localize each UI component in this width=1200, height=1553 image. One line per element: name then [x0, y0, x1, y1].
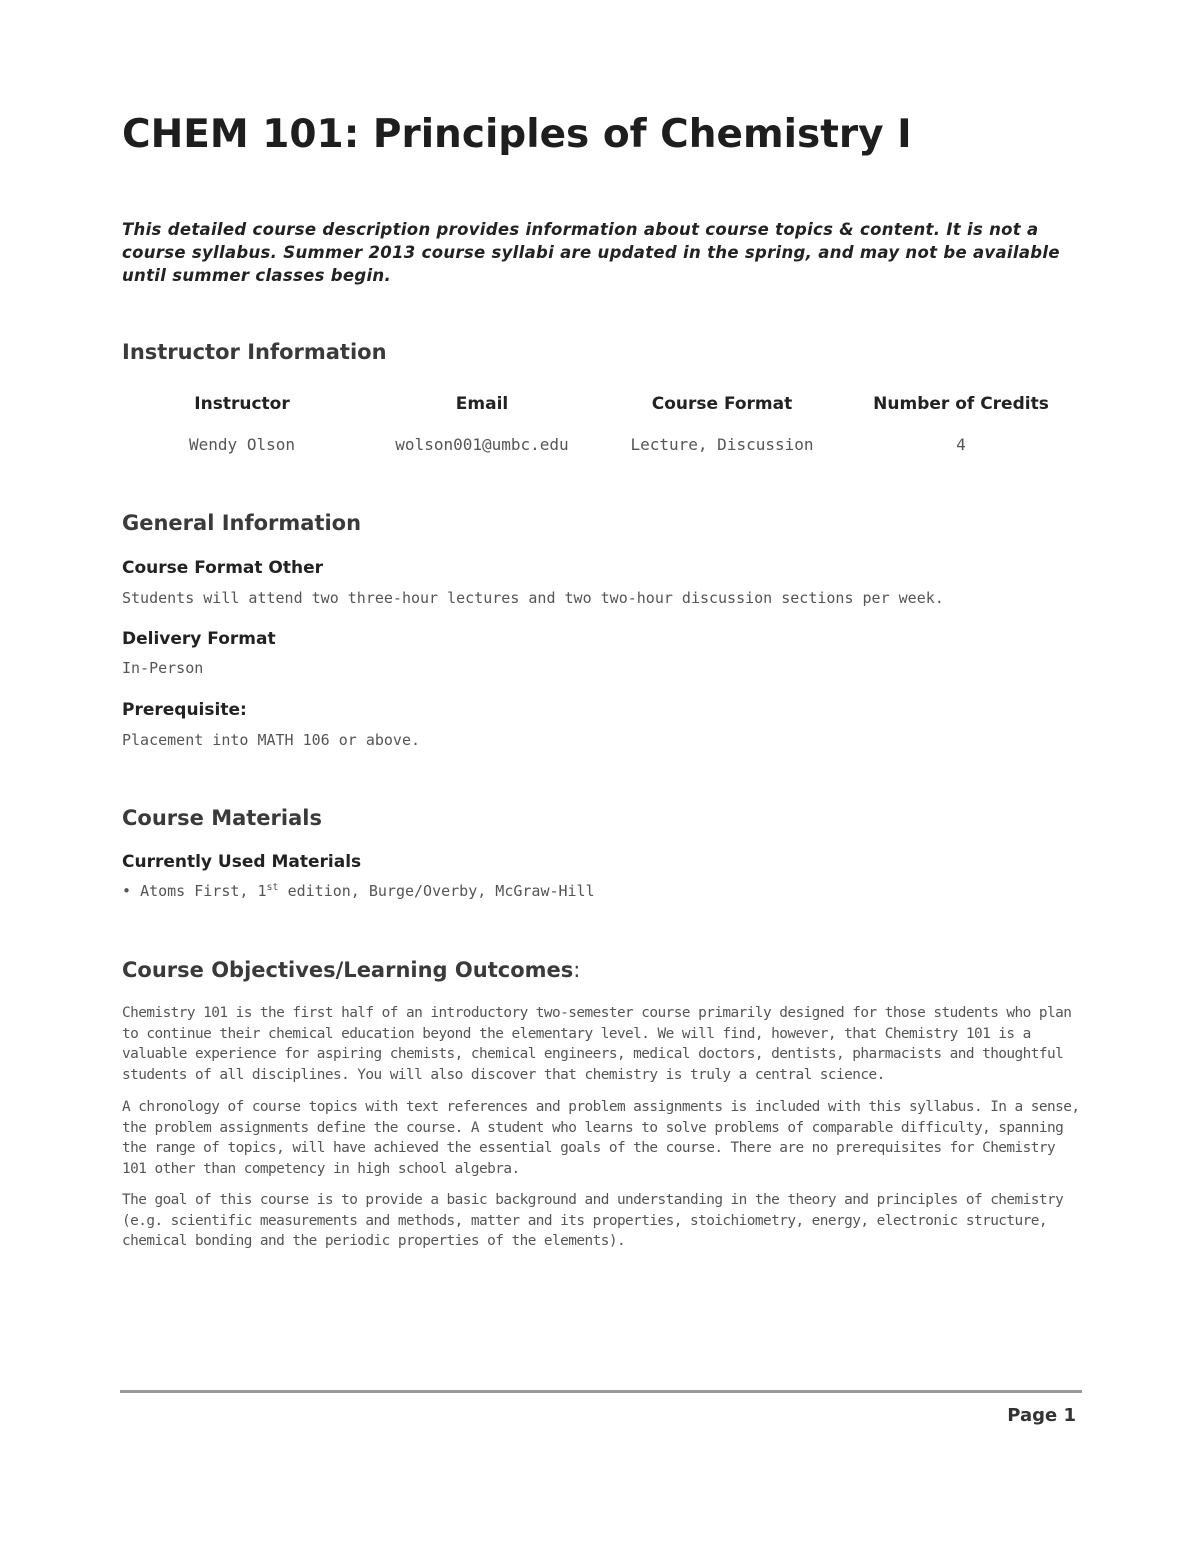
- objectives-heading-colon: :: [573, 958, 581, 982]
- prerequisite-label: Prerequisite:: [122, 700, 247, 720]
- objectives-heading: [122, 958, 580, 982]
- course-format-value: Lecture, Discussion: [630, 435, 814, 454]
- instructor-table: [122, 390, 1080, 458]
- column-header-instructor: Instructor: [194, 394, 290, 414]
- edition-superscript: st: [266, 882, 279, 893]
- column-header-course-format: Course Format: [651, 394, 793, 414]
- bullet-marker: •: [122, 882, 132, 900]
- page-title: CHEM 101: Principles of Chemistry I: [122, 112, 912, 157]
- course-format-other-value: Students will attend two three-hour lectures and two two-hour discussion sections per week.: [122, 589, 944, 607]
- delivery-format-label: Delivery Format: [122, 629, 276, 649]
- general-info-heading: General Information: [122, 511, 362, 535]
- intro-disclaimer: This detailed course description provides information about course topics & content. It is not a course syllabus. Summer 2013 course syllabi are updated in the spring, and may not be available until summer classes begin.: [122, 220, 1060, 285]
- instructor-info-heading: Instructor Information: [122, 340, 387, 364]
- page-number: Page 1: [1007, 1405, 1076, 1426]
- instructor-email: wolson001@umbc.edu: [395, 435, 569, 454]
- column-header-credits: Number of Credits: [873, 394, 1049, 414]
- column-header-email: Email: [455, 394, 509, 414]
- material-title: Atoms First, 1: [140, 882, 267, 900]
- course-format-other-label: Course Format Other: [122, 558, 324, 578]
- materials-subheading: Currently Used Materials: [122, 852, 362, 872]
- objectives-paragraph-3: The goal of this course is to provide a basic background and understanding in the theory and principles of chemistry (e.g. scientific measurements and methods, matter and its properties, stoichiometry, energy, electronic structure, chemical bonding and the periodic properties of the elements).: [122, 1192, 1064, 1249]
- course-materials-heading: Course Materials: [122, 806, 322, 830]
- credits-value: 4: [956, 435, 966, 454]
- instructor-name: Wendy Olson: [189, 435, 295, 454]
- footer-divider: [120, 1390, 1082, 1393]
- objectives-paragraph-1: Chemistry 101 is the first half of an introductory two-semester course primarily designed for those students who plan to continue their chemical education beyond the elementary level. We will find, however, that Chemistry 101 is a valuable experience for aspiring chemists, chemical engineers, medical doctors, dentists, pharmacists and thoughtful students of all disciplines. You will also discover that chemistry is truly a central science.: [122, 1005, 1072, 1083]
- list-item: [122, 882, 595, 900]
- materials-list: [122, 882, 595, 900]
- objectives-heading-text: Course Objectives/Learning Outcomes: [122, 958, 574, 982]
- material-details: edition, Burge/Overby, McGraw-Hill: [278, 882, 595, 900]
- delivery-format-value: In-Person: [122, 659, 204, 677]
- prerequisite-value: Placement into MATH 106 or above.: [122, 731, 421, 749]
- objectives-paragraph-2: A chronology of course topics with text references and problem assignments is included with this syllabus. In a sense, the problem assignments define the course. A student who learns to solve problems of comparable difficulty, spanning the range of topics, will have achieved the essential goals of the course. There are no prerequisites for Chemistry 101 other than competency in high school algebra.: [122, 1099, 1080, 1177]
